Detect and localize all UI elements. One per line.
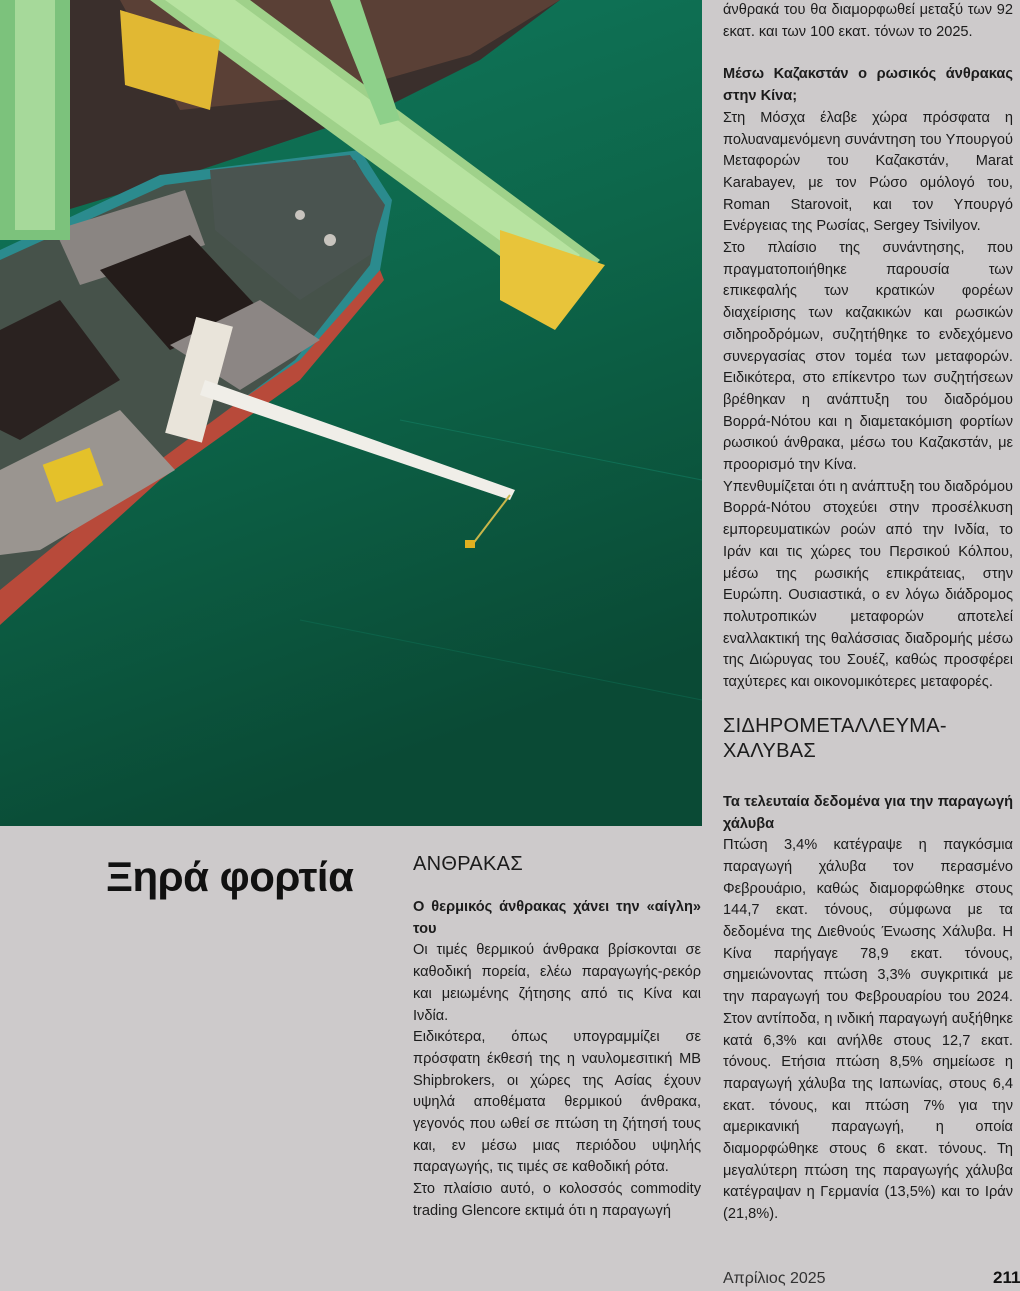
section-label-coal: ΑΝΘΡΑΚΑΣ [413, 853, 523, 875]
page-number: 211 [993, 1268, 1020, 1287]
paragraph: Πτώση 3,4% κατέγραψε η παγκόσμια παραγωγή χάλυβα τον περασμένο Φεβρουάριο, καθώς διαμορφώθηκε στους 144,7 εκατ. τόνους, σύμφωνα με τα δεδομένα της Διεθνούς Ένωσης Χάλυβα. Η Κίνα παρήγαγε 78,9 εκατ. τόνους, σημειώνοντας πτώση 3,3% συγκριτικά με την παραγωγή του Φεβρουαρίου του 2024. Στον αντίποδα, η ινδική παραγωγή αυξήθηκε κατά 6,3% και ανήλθε στους 12,7 εκατ. τόνους. Ετήσια πτώση 8,5% σημείωσε η παραγωγή χάλυβα της Ιαπωνίας, στους 6,4 εκατ. τόνους, και πτώση 7% για την αμερικανική παραγωγή, η οποία διαμορφώθηκε στους 6 εκατ. τόνους. Τη μεγαλύτερη πτώση της παραγωγής χάλυβα κατέγραψαν η Γερμανία (13,5%) και το Ιράν (21,8%). [723, 837, 1013, 1223]
paragraph-intro: άνθρακά του θα διαμορφωθεί μεταξύ των 92 εκατ. και των 100 εκατ. τόνων το 2025. [723, 2, 1013, 40]
right-column [723, 0, 1013, 1226]
paragraph: Ειδικότερα, όπως υπογραμμίζει σε πρόσφατη έκθεσή της η ναυλομεσιτική MB Shipbrokers, οι χώρες της Ασίας έχουν υψηλά αποθέματα θερμικού άνθρακα, γεγονός που ωθεί σε πτώση τη ζήτησή τους και, εν μέσω μιας περιόδου υψηλής παραγωγής, τις τιμές σε καθοδική ρότα. [413, 1029, 701, 1176]
article-heading-kazakhstan: Μέσω Καζακστάν ο ρωσικός άνθρακας στην Κίνα; [723, 66, 1013, 105]
ship-photo-svg [0, 0, 702, 826]
paragraph: Στο πλαίσιο της συνάντησης, που πραγματοποιήθηκε παρουσία των επικεφαλής των κρατικών φορέων διαχείρισης των καζακικών και ρωσικών σιδηροδρόμων, συζητήθηκε το ενδεχόμενο συνεργασίας στον τομέα των μεταφορών. Ειδικότερα, στο επίκεντρο των συζητήσεων βρέθηκαν η ανάπτυξη του διαδρόμου Βορρά-Νότου και η διαμετακόμιση φορτίων ρωσικού άνθρακα, μέσω του Καζακστάν, με προορισμό την Κίνα. [723, 240, 1013, 474]
article-heading-thermal-coal: Ο θερμικός άνθρακας χάνει την «αίγλη» του [413, 899, 701, 937]
paragraph: Υπενθυμίζεται ότι η ανάπτυξη του διαδρόμου Βορρά-Νότου στοχεύει στην προσέλκυση εμπορευματικών ροών από την Ινδία, το Ιράν και τις χώρες του Περσικού Κόλπου, μέσω της ρωσικής επικράτειας, στην Ευρώπη. Ουσιαστικά, ο εν λόγω διάδρομος πολυτροπικών μεταφορών αποτελεί εναλλακτική της θαλάσσιας διαδρομής μέσω της Διώρυγας του Σουέζ, καθώς προσφέρει ταχύτερες και οικονομικότερες μεταφορές. [723, 478, 1013, 691]
issue-month: Απρίλιος 2025 [723, 1270, 826, 1287]
ship-loading-photo [0, 0, 702, 826]
paragraph: Στη Μόσχα έλαβε χώρα πρόσφατα η πολυαναμενόμενη συνάντηση του Υπουργού Μεταφορών του Καζακστάν, Marat Karabayev, με τον Ρώσο ομόλογό του, Roman Starovoit, και τον Υπουργό Ενέργειας της Ρωσίας, Sergey Tsivilyov. [723, 109, 1013, 235]
coal-section [413, 852, 701, 1223]
section-label-iron-ore-steel: ΣΙΔΗΡΟΜΕΤΑΛΛΕΥΜΑ-ΧΑΛΥΒΑΣ [723, 714, 947, 762]
paragraph: Στο πλαίσιο αυτό, ο κολοσσός commodity trading Glencore εκτιμά ότι η παραγωγή [413, 1181, 701, 1219]
paragraph: Οι τιμές θερμικού άνθρακα βρίσκονται σε καθοδική πορεία, ελέω παραγωγής-ρεκόρ και μειωμένης ζήτησης από τις Κίνα και Ινδία. [413, 942, 701, 1024]
page-title: Ξηρά φορτία [106, 853, 354, 900]
article-heading-steel: Τα τελευταία δεδομένα για την παραγωγή χάλυβα [723, 793, 1013, 832]
